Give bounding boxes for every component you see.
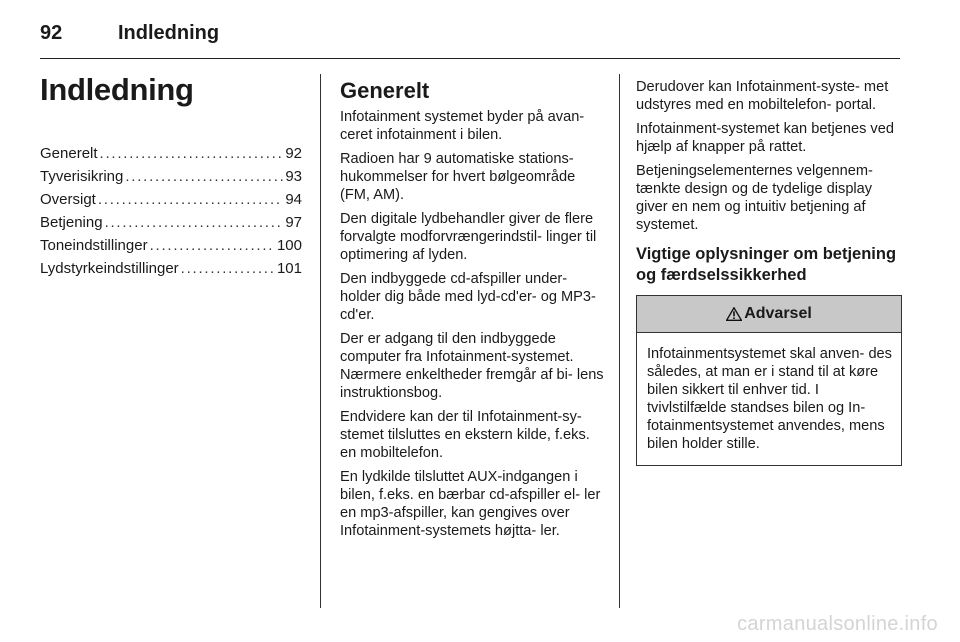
paragraph: En lydkilde tilsluttet AUX-indgangen i bilen, f.eks. en bærbar cd-afspiller el- ler en mp3-afspiller, kan gengives over Infotainment-systemets højtta- ler. xyxy=(340,469,601,539)
warning-triangle-icon xyxy=(726,307,742,321)
warning-text: Infotainmentsystemet skal anven- des således, at man er i stand til at køre bilen sikkert til enhver tid. I tvivlstilfælde standses bilen og In- fotainmentsystemet anvendes, mens bilen holder stille. xyxy=(647,346,892,452)
toc-page: 93 xyxy=(285,168,302,185)
toc-leader xyxy=(105,211,284,234)
toc-column xyxy=(40,72,302,280)
subheading: Vigtige oplysninger om betjening og færdselssikkerhed xyxy=(636,245,897,284)
paragraph: Infotainment systemet byder på avan- ceret infotainment i bilen. xyxy=(340,109,585,143)
toc-entry-betjening[interactable] xyxy=(40,211,302,234)
paragraph: Den indbyggede cd-afspiller under- holder dig både med lyd-cd'er- og MP3-cd'er. xyxy=(340,271,596,323)
paragraph: Infotainment-systemet kan betjenes ved hjælp af knapper på rattet. xyxy=(636,121,894,155)
generelt-column xyxy=(340,78,604,546)
toc-label: Generelt xyxy=(40,145,98,162)
toc-leader xyxy=(150,234,275,257)
toc-entry-tyverisikring[interactable] xyxy=(40,165,302,188)
toc-leader xyxy=(100,142,284,165)
page-number: 92 xyxy=(40,22,63,44)
running-title: Indledning xyxy=(118,22,220,44)
toc-leader xyxy=(125,165,283,188)
paragraph: Den digitale lydbehandler giver de flere forvalgte modforvrængerindstil- linger til optimering af lyden. xyxy=(340,211,597,263)
section-title: Generelt xyxy=(340,78,430,103)
paragraph: Endvidere kan der til Infotainment-sy- stemet tilsluttes en ekstern kilde, f.eks. en mobiltelefon. xyxy=(340,409,590,461)
toc-page: 101 xyxy=(276,260,302,277)
chapter-title: Indledning xyxy=(40,72,194,107)
toc-page: 97 xyxy=(285,214,302,231)
toc-entry-lydstyrkeindstillinger[interactable] xyxy=(40,257,302,280)
paragraph: Der er adgang til den indbyggede computer fra Infotainment-systemet. Nærmere enkeltheder fremgår af bi- lens instruktionsbog. xyxy=(340,331,604,401)
toc-page: 100 xyxy=(276,237,302,254)
page-header xyxy=(40,18,900,58)
toc-entry-oversigt[interactable] xyxy=(40,188,302,211)
column-divider-1 xyxy=(320,74,321,608)
watermark: carmanualsonline.info xyxy=(737,613,938,635)
toc-entry-toneindstillinger[interactable] xyxy=(40,234,302,257)
toc-label: Toneindstillinger xyxy=(40,237,148,254)
toc-leader xyxy=(181,257,275,280)
toc-page: 94 xyxy=(285,191,302,208)
toc-entry-generelt[interactable] xyxy=(40,142,302,165)
column-divider-2 xyxy=(619,74,620,608)
right-column xyxy=(636,78,902,466)
paragraph: Radioen har 9 automatiske stations- hukommelser for hvert bølgeområde (FM, AM). xyxy=(340,151,576,203)
warning-box xyxy=(636,295,902,466)
toc-leader xyxy=(98,188,283,211)
toc-label: Tyverisikring xyxy=(40,168,124,185)
warning-title: Advarsel xyxy=(744,305,812,322)
warning-header xyxy=(637,296,901,333)
toc-label: Oversigt xyxy=(40,191,96,208)
toc-label: Lydstyrkeindstillinger xyxy=(40,260,179,277)
paragraph: Betjeningselementernes velgennem- tænkte design og de tydelige display giver en nem og intuitiv betjening af systemet. xyxy=(636,163,873,233)
toc-page: 92 xyxy=(285,145,302,162)
toc-label: Betjening xyxy=(40,214,103,231)
table-of-contents xyxy=(40,142,302,280)
header-divider xyxy=(40,58,900,59)
paragraph: Derudover kan Infotainment-syste- met udstyres med en mobiltelefon- portal. xyxy=(636,79,889,113)
